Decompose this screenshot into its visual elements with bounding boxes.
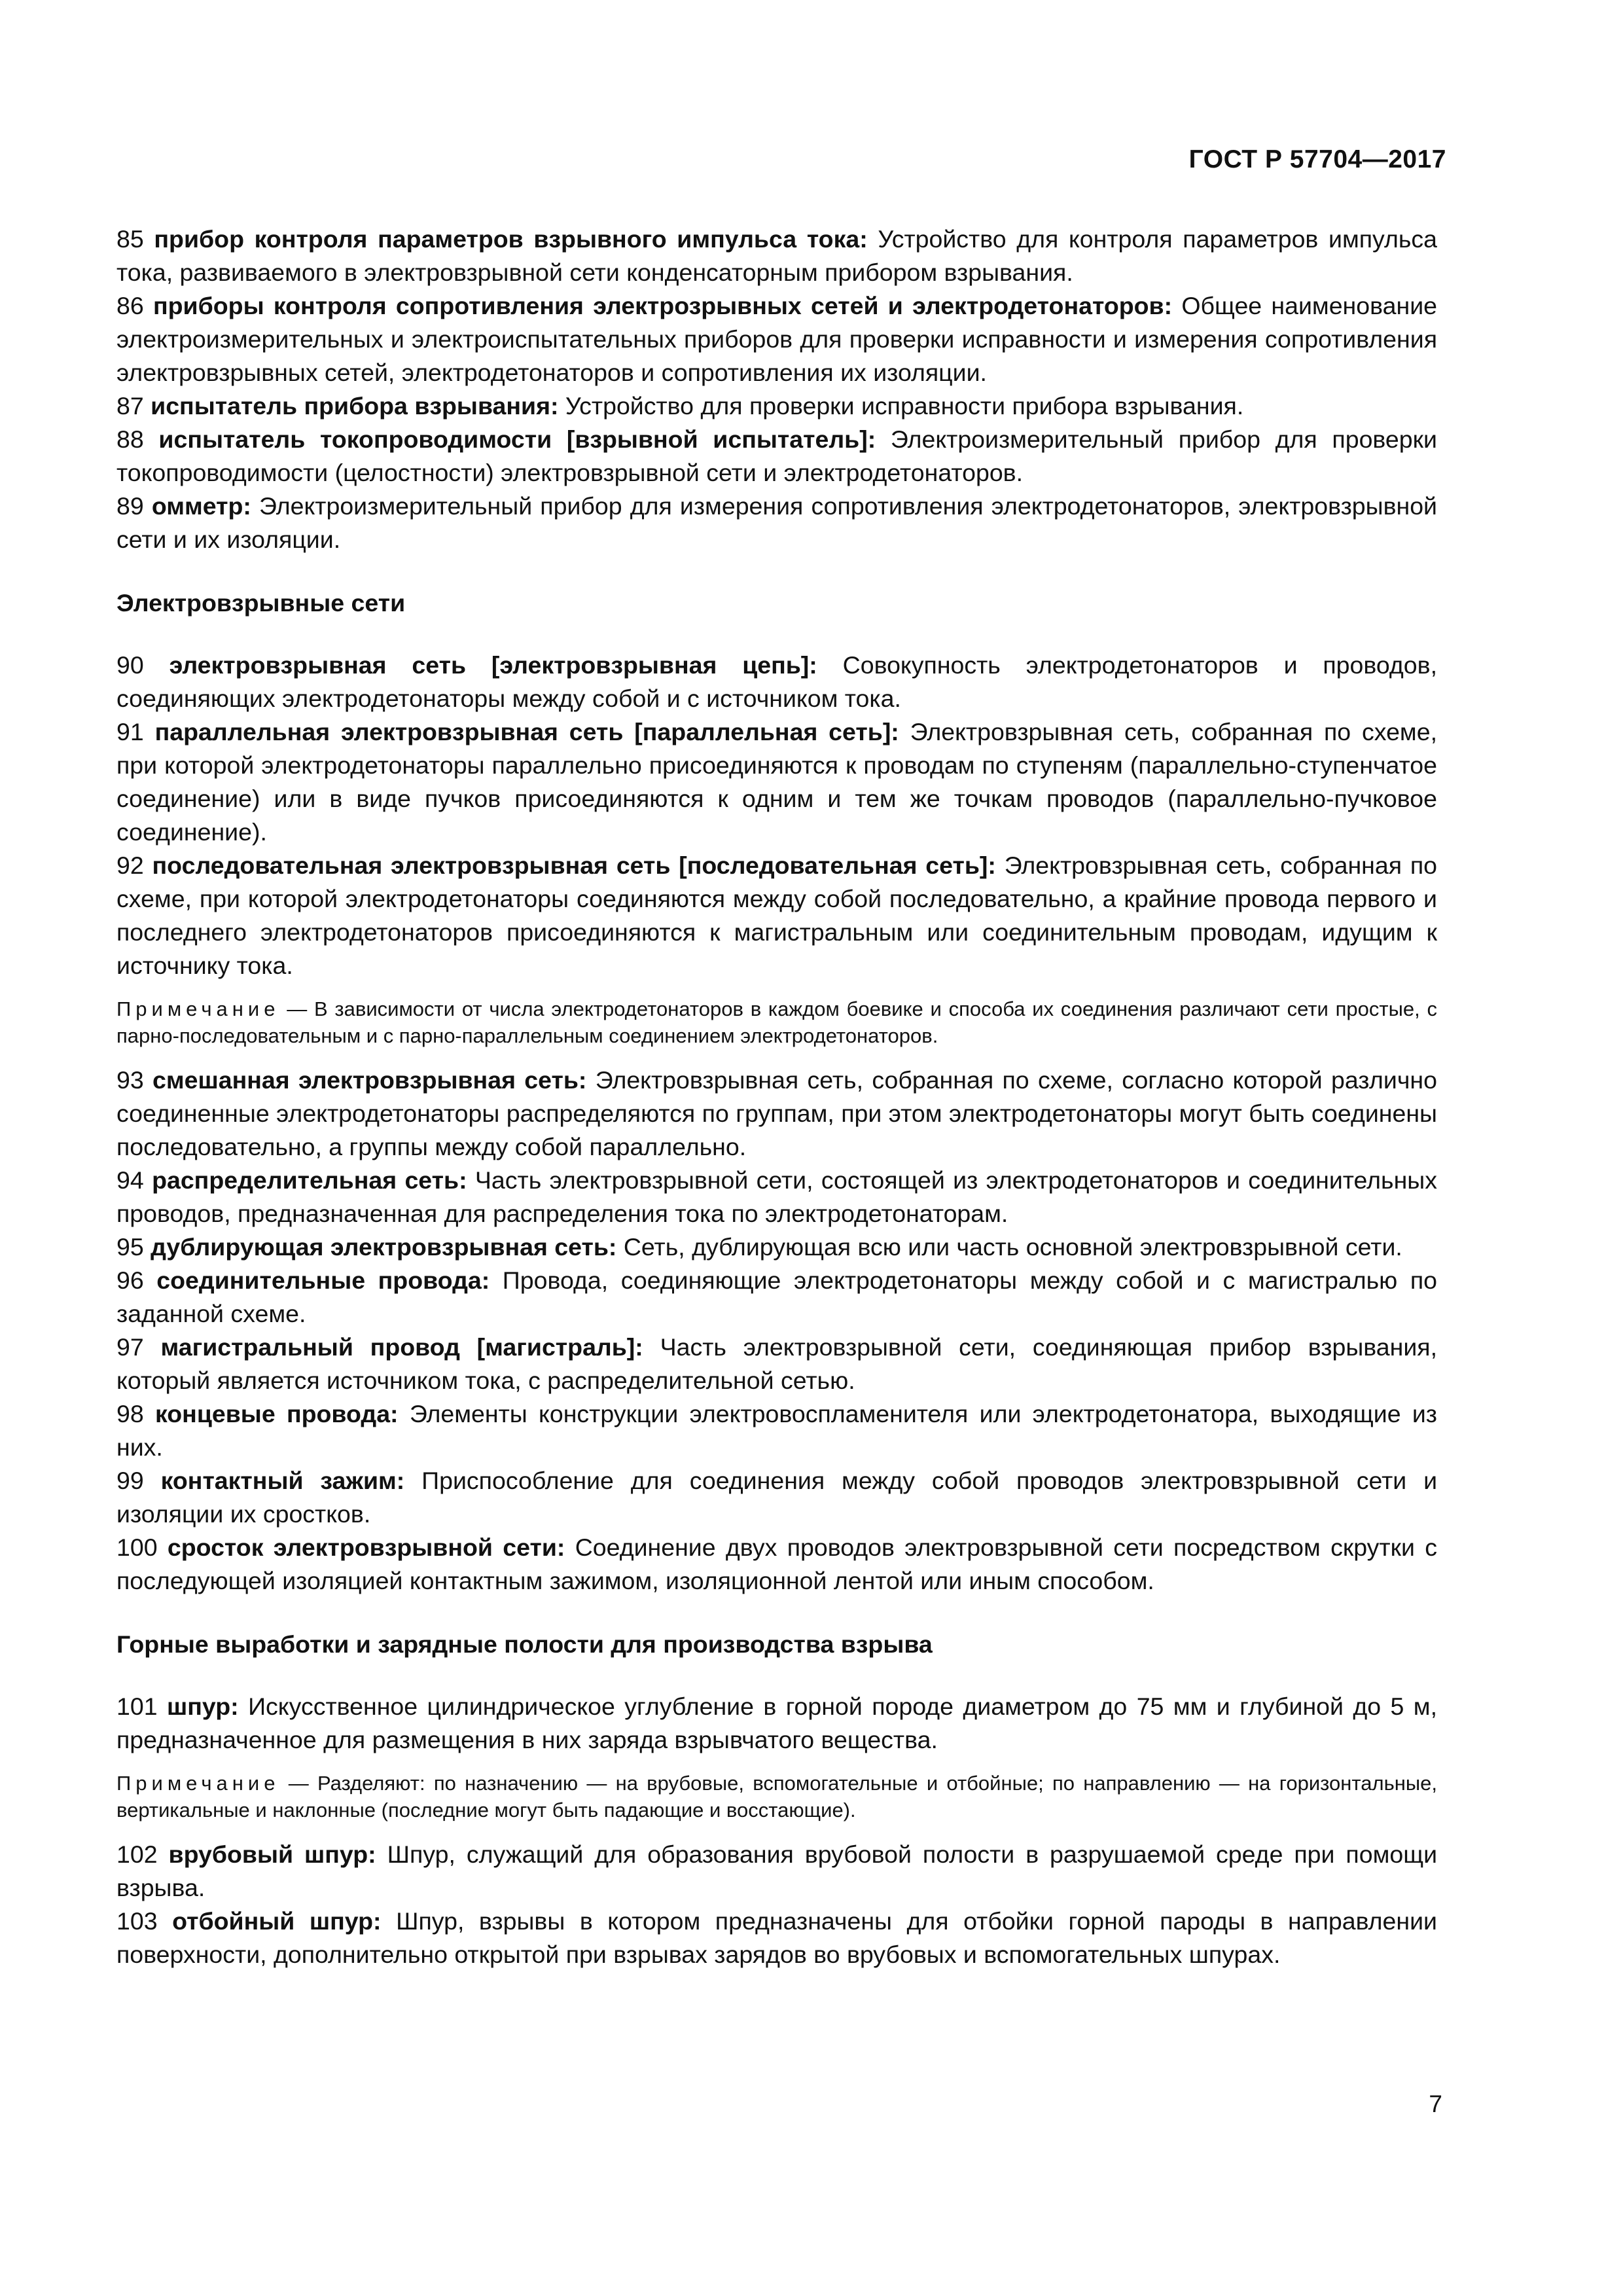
term-definition: Общее наименование электроизмерительных и электроиспытательных приборов для проверки исправности и измерения сопротивления электровзрывных сетей, электродетонаторов и сопротивления их изоляции. [116, 292, 1437, 386]
note-text: — В зависимости от числа электродетонаторов в каждом боевике и способа их соединения различают сети простые, с парно-последовательным и с парно-параллельным соединением электродетонаторов. [116, 997, 1437, 1047]
term-number: 89 [116, 492, 144, 520]
term-name: испытатель токопроводимости [взрывной испытатель]: [158, 425, 876, 453]
note-label: Примечание [116, 1772, 280, 1795]
entries-group-d [116, 1690, 1437, 1757]
term-number: 95 [116, 1233, 144, 1261]
term-definition: Устройство для контроля параметров импульса тока, развиваемого в электровзрывной сети конденсаторным прибором взрывания. [116, 225, 1437, 286]
term-number: 93 [116, 1066, 144, 1094]
term-definition: Совокупность электродетонаторов и проводов, соединяющих электродетонаторы между собой и с источником тока. [116, 651, 1437, 712]
term-name: дублирующая электровзрывная сеть: [151, 1233, 617, 1261]
term-entry [116, 715, 1437, 849]
page-number: 7 [1429, 2090, 1442, 2117]
term-entry [116, 1838, 1437, 1905]
note-paragraph [116, 996, 1437, 1049]
term-number: 97 [116, 1333, 144, 1361]
term-definition: Электровзрывная сеть, собранная по схеме, при которой электродетонаторы соединяются между собой последовательно, а крайние провода первого и последнего электродетонаторов присоединяются к магистральным или соединительным проводам, идущим к источнику тока. [116, 852, 1438, 979]
entries-group-e [116, 1838, 1437, 1971]
document-id: ГОСТ Р 57704—2017 [1188, 145, 1446, 173]
term-definition: Шпур, взрывы в котором предназначены для отбойки горной пароды в направлении поверхности, дополнительно открытой при взрывах зарядов во врубовых и вспомогательных шпурах. [116, 1907, 1438, 1968]
term-definition: Сеть, дублирующая всю или часть основной электровзрывной сети. [623, 1233, 1402, 1261]
term-name: приборы контроля сопротивления электрозрывных сетей и электродетонаторов: [152, 292, 1173, 319]
term-entry [116, 1230, 1437, 1264]
term-entry [116, 289, 1437, 389]
term-definition: Искусственное цилиндрическое углубление в горной породе диаметром до 75 мм и глубиной до 5 м, предназначенное для размещения в них заряда взрывчатого вещества. [116, 1693, 1438, 1753]
term-definition: Провода, соединяющие электродетонаторы между собой и с магистралью по заданной схеме. [116, 1266, 1438, 1327]
term-entry [116, 1531, 1437, 1598]
term-entry [116, 1397, 1437, 1464]
term-number: 103 [116, 1907, 158, 1935]
term-definition: Электроизмерительный прибор для измерения сопротивления электродетонаторов, электровзрывной сети и их изоляции. [116, 492, 1438, 553]
term-definition: Приспособление для соединения между собой проводов электровзрывной сети и изоляции их сростков. [116, 1467, 1438, 1528]
term-entry [116, 849, 1437, 982]
term-name: контактный зажим: [160, 1467, 405, 1494]
term-name: распределительная сеть: [152, 1166, 467, 1194]
term-name: прибор контроля параметров взрывного импульса тока: [154, 225, 868, 253]
term-name: шпур: [167, 1693, 239, 1720]
term-number: 86 [116, 292, 144, 319]
term-definition: Элементы конструкции электровоспламенителя или электродетонатора, выходящие из них. [116, 1400, 1437, 1461]
term-entry [116, 649, 1437, 715]
term-definition: Электровзрывная сеть, собранная по схеме, при которой электродетонаторы параллельно присоединяются к проводам по ступеням (параллельно-ступенчатое соединение) или в виде пучков присоединяются к одним и тем же точкам проводов (параллельно-пучковое соединение). [116, 718, 1437, 846]
term-number: 96 [116, 1266, 144, 1294]
term-entry [116, 1264, 1437, 1331]
term-entry [116, 1690, 1437, 1757]
term-name: магистральный провод [магистраль]: [160, 1333, 643, 1361]
term-number: 87 [116, 392, 144, 420]
term-name: испытатель прибора взрывания: [151, 392, 559, 420]
entries-group-a [116, 223, 1437, 556]
term-number: 101 [116, 1693, 158, 1720]
term-number: 91 [116, 718, 144, 745]
term-name: соединительные провода: [156, 1266, 490, 1294]
term-definition: Часть электровзрывной сети, состоящей из электродетонаторов и соединительных проводов, предназначенная для распределения тока по электродетонаторам. [116, 1166, 1437, 1227]
term-entry [116, 389, 1437, 423]
term-name: врубовый шпур: [168, 1840, 376, 1868]
term-entry [116, 1164, 1437, 1230]
note-text: — Разделяют: по назначению — на врубовые, вспомогательные и отбойные; по направлению — на горизонтальные, вертикальные и наклонные (последние могут быть падающие и восстающие). [116, 1772, 1437, 1821]
term-number: 94 [116, 1166, 144, 1194]
term-definition: Устройство для проверки исправности прибора взрывания. [565, 392, 1244, 420]
term-name: сросток электровзрывной сети: [167, 1534, 565, 1561]
term-name: электровзрывная сеть [электровзрывная цепь]: [169, 651, 817, 679]
term-number: 90 [116, 651, 144, 679]
term-entry [116, 1064, 1437, 1164]
section-heading-mine-workings: Горные выработки и зарядные полости для производства взрыва [116, 1630, 933, 1658]
term-entry [116, 490, 1437, 556]
term-definition: Часть электровзрывной сети, соединяющая прибор взрывания, который является источником тока, с распределительной сетью. [116, 1333, 1438, 1394]
term-definition: Электровзрывная сеть, собранная по схеме, согласно которой различно соединенные электродетонаторы распределяются по группам, при этом электродетонаторы могут быть соединены последовательно, а группы между собой параллельно. [116, 1066, 1437, 1160]
term-name: омметр: [151, 492, 251, 520]
term-entry [116, 423, 1437, 490]
term-number: 99 [116, 1467, 144, 1494]
term-entry [116, 1464, 1437, 1531]
document-body [116, 223, 1437, 1971]
term-name: концевые провода: [155, 1400, 399, 1427]
note-label: Примечание [116, 997, 280, 1020]
term-number: 100 [116, 1534, 158, 1561]
entries-group-c [116, 1064, 1437, 1598]
term-number: 85 [116, 225, 144, 253]
term-entry [116, 1905, 1437, 1971]
term-number: 102 [116, 1840, 158, 1868]
term-name: параллельная электровзрывная сеть [параллельная сеть]: [154, 718, 899, 745]
term-number: 92 [116, 852, 144, 879]
section-heading-electroblast-networks: Электровзрывные сети [116, 589, 406, 617]
entries-group-b [116, 649, 1437, 982]
term-number: 98 [116, 1400, 144, 1427]
term-number: 88 [116, 425, 144, 453]
term-name: отбойный шпур: [172, 1907, 382, 1935]
term-name: смешанная электровзрывная сеть: [152, 1066, 587, 1094]
term-definition: Электроизмерительный прибор для проверки токопроводимости (целостности) электровзрывной сети и электродетонаторов. [116, 425, 1437, 486]
note-paragraph [116, 1770, 1437, 1823]
term-definition: Соединение двух проводов электровзрывной сети посредством скрутки с последующей изоляцией контактным зажимом, изоляционной лентой или иным способом. [116, 1534, 1437, 1594]
term-entry [116, 223, 1437, 289]
term-definition: Шпур, служащий для образования врубовой полости в разрушаемой среде при помощи взрыва. [116, 1840, 1438, 1901]
term-name: последовательная электровзрывная сеть [последовательная сеть]: [152, 852, 996, 879]
term-entry [116, 1331, 1437, 1397]
